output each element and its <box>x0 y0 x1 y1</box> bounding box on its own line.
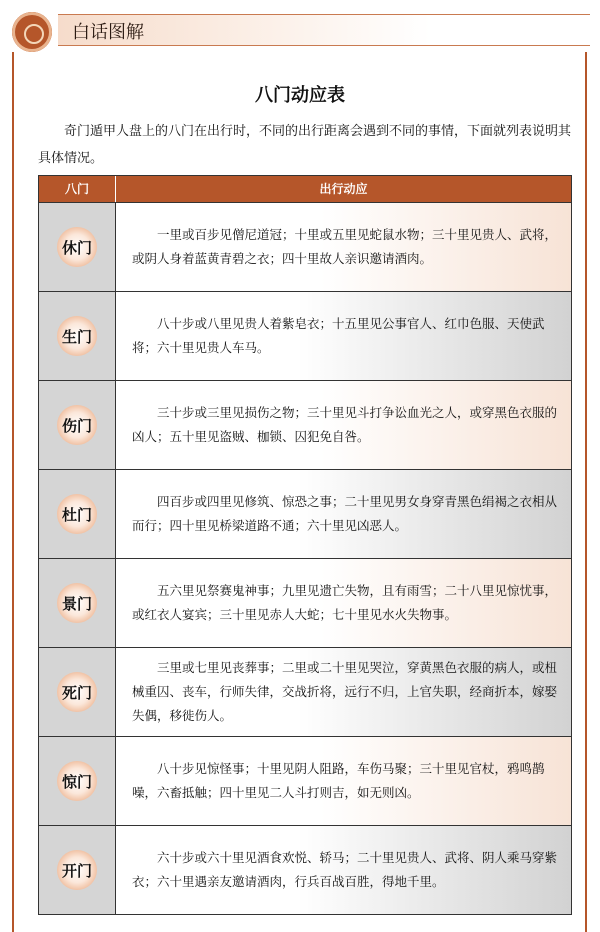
table-row <box>39 559 571 648</box>
description-text: 三里或七里见丧葬事；二里或二十里见哭泣，穿黄黑色衣服的病人，或杻械重囚、丧车，行师失律，交战折将，远行不归，上官失职，经商折本，嫁娶失偶，移徙伤人。 <box>132 660 558 723</box>
section-title: 白话图解 <box>72 22 144 43</box>
gate-cell <box>39 292 116 380</box>
gate-name: 伤门 <box>61 417 92 435</box>
description-text: 一里或百步见僧尼道冠；十里或五里见蛇鼠水物；三十里见贵人、武将，或阴人身着蓝黄青碧之衣；四十里故人亲识邀请酒肉。 <box>132 227 558 266</box>
gate-cell <box>39 381 116 469</box>
table-header-row <box>39 176 571 203</box>
description-text: 八十步或八里见贵人着紫皂衣；十五里见公事官人、红巾色服、天使武将；六十里见贵人车马。 <box>132 316 545 355</box>
description-text: 五六里见祭赛鬼神事；九里见遗亡失物，且有雨雪；二十八里见惊忧事，或红衣人宴宾；三十里见赤人大蛇；七十里见水火失物事。 <box>132 583 558 622</box>
description-text: 八十步见惊怪事；十里见阴人阻路，车伤马聚；三十里见官杖，鸦鸣鹊噪，六畜抵触；四十里见二人斗打则吉，如无则凶。 <box>132 761 545 800</box>
description-cell <box>116 292 571 380</box>
table-row <box>39 470 571 559</box>
description-cell <box>116 381 571 469</box>
gate-cell <box>39 470 116 558</box>
gate-cell <box>39 826 116 914</box>
eight-gates-table <box>38 175 572 915</box>
book-logo-icon <box>12 12 52 52</box>
header-gate: 八门 <box>39 176 116 202</box>
gate-cell <box>39 203 116 291</box>
table-row <box>39 737 571 826</box>
gate-cell <box>39 737 116 825</box>
gate-name: 杜门 <box>61 506 92 524</box>
table-row <box>39 826 571 914</box>
description-text: 六十步或六十里见酒食欢悦、轿马；二十里见贵人、武将、阴人乘马穿紫衣；六十里遇亲友邀请酒肉，行兵百战百胜，得地千里。 <box>132 850 558 889</box>
table-row <box>39 203 571 292</box>
gate-cell <box>39 648 116 736</box>
description-cell <box>116 648 571 736</box>
description-cell <box>116 737 571 825</box>
description-cell <box>116 826 571 914</box>
gate-name: 景门 <box>61 595 92 613</box>
gate-name: 开门 <box>61 862 92 880</box>
gate-name: 休门 <box>61 239 92 257</box>
gate-name: 死门 <box>61 684 92 702</box>
table-row <box>39 648 571 737</box>
table-row <box>39 292 571 381</box>
description-text: 四百步或四里见修筑、惊恐之事；二十里见男女身穿青黑色绢褐之衣相从而行；四十里见桥梁道路不通；六十里见凶恶人。 <box>132 494 558 533</box>
page-title: 八门动应表 <box>255 85 345 106</box>
section-title-bar <box>58 14 590 46</box>
gate-name: 惊门 <box>61 773 92 791</box>
description-cell <box>116 559 571 647</box>
gate-name: 生门 <box>61 328 92 346</box>
header <box>0 0 600 52</box>
description-cell <box>116 470 571 558</box>
gate-cell <box>39 559 116 647</box>
header-action: 出行动应 <box>319 182 368 196</box>
description-cell <box>116 203 571 291</box>
table-row <box>39 381 571 470</box>
intro-paragraph: 奇门遁甲人盘上的八门在出行时，不同的出行距离会遇到不同的事情，下面就列表说明其具体情况。 <box>38 124 572 166</box>
description-text: 三十步或三里见损伤之物；三十里见斗打争讼血光之人，或穿黑色衣服的凶人；五十里见盗贼、枷锁、囚犯免自咎。 <box>132 405 558 444</box>
